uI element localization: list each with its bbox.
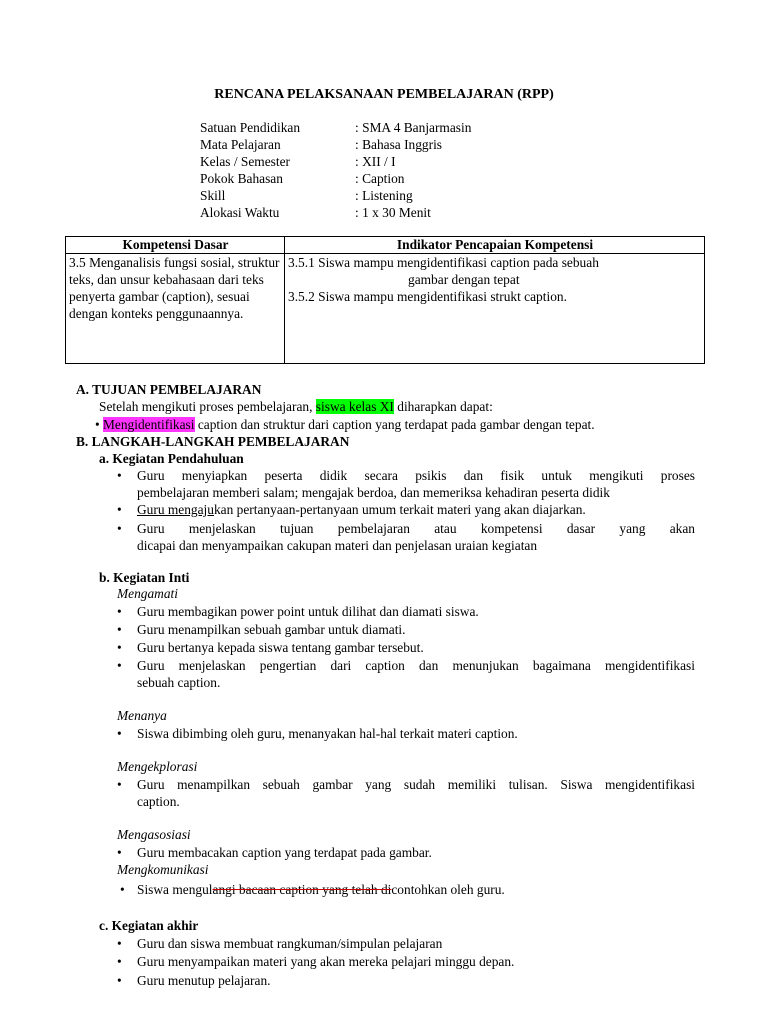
section-b-heading: B. LANGKAH-LANGKAH PEMBELAJARAN (76, 434, 350, 449)
section-a-heading: A. TUJUAN PEMBELAJARAN (76, 382, 262, 397)
kd-cell: 3.5 Menganalisis fungsi sosial, struktur teks, dan unsur kebahasaan dari teks penyerta gambar (caption), sesuai dengan konteks penggunaannya. (66, 254, 285, 364)
subsection-b-heading: b. Kegiatan Inti (99, 570, 190, 585)
list-item: Guru dan siswa membuat rangkuman/simpulan pelajaran (137, 936, 443, 951)
list-item-cont: dicapai dan menyampaikan cakupan materi dan penjelasan uraian kegiatan (137, 538, 538, 553)
list-item-cont: sebuah caption. (137, 675, 221, 690)
table-header-indicator: Indikator Pencapaian Kompetensi (285, 237, 705, 254)
phase-menanya: Menanya (117, 708, 167, 723)
subsection-c-heading: c. Kegiatan akhir (99, 918, 199, 933)
bullet: • (117, 973, 122, 988)
list-item-text: kan pertanyaan-pertanyaan umum terkait materi yang akan diajarkan. (213, 502, 586, 517)
identity-value: : SMA 4 Banjarmasin (355, 120, 472, 135)
intro-text: Setelah mengikuti proses pembelajaran, (99, 399, 316, 414)
bullet: • (120, 882, 125, 897)
identity-value: : Listening (355, 188, 413, 203)
list-item: Guru menutup pelajaran. (137, 973, 271, 988)
indicator-1-cont: gambar dengan tepat (408, 272, 520, 287)
bullet: • (117, 622, 122, 637)
subsection-a-heading: a. Kegiatan Pendahuluan (99, 451, 244, 466)
highlight-class: siswa kelas XI (315, 399, 394, 414)
list-item (137, 881, 695, 898)
list-item-text-end: contohkan oleh guru. (391, 882, 505, 897)
bullet: • (117, 521, 122, 536)
intro-text-end: diharapkan dapat: (393, 399, 493, 414)
identity-label: Alokasi Waktu (200, 205, 280, 220)
list-item-text: Siswa mengul (137, 882, 213, 897)
identity-value: : Caption (355, 171, 405, 186)
list-item: Siswa dibimbing oleh guru, menanyakan hal-hal terkait materi caption. (137, 726, 518, 741)
bullet: • (117, 468, 122, 483)
indicator-2: 3.5.2 Siswa mampu mengidentifikasi strukt caption. (288, 289, 567, 304)
table-header-kd: Kompetensi Dasar (66, 237, 285, 254)
struck-text: angi bacaan caption yang telah di (212, 882, 392, 897)
identity-label: Skill (200, 188, 226, 203)
indicator-1: 3.5.1 Siswa mampu mengidentifikasi caption pada sebuah (288, 255, 599, 270)
section-a-goal (103, 416, 595, 433)
bullet: • (117, 502, 122, 517)
identity-label: Kelas / Semester (200, 154, 290, 169)
list-item: Guru bertanya kepada siswa tentang gambar tersebut. (137, 640, 424, 655)
highlight-verb: Mengidentifikasi (103, 417, 195, 432)
list-item: Guru membacakan caption yang terdapat pada gambar. (137, 845, 432, 860)
bullet: • (117, 954, 122, 969)
list-item-cont: caption. (137, 794, 180, 809)
phase-mengkomunikasi: Mengkomunikasi (117, 862, 209, 877)
list-item: Guru menampilkan sebuah gambar untuk diamati. (137, 622, 406, 637)
phase-mengamati: Mengamati (117, 586, 178, 601)
underlined-text: Guru mengaju (137, 502, 214, 517)
bullet: • (117, 640, 122, 655)
bullet: • (117, 658, 122, 673)
list-item (137, 501, 695, 518)
competency-table (65, 236, 705, 364)
phase-mengeksplorasi: Mengekplorasi (117, 759, 198, 774)
bullet: • (117, 604, 122, 619)
bullet: • (117, 845, 122, 860)
list-item-cont: pembelajaran memberi salam; mengajak berdoa, dan memeriksa kehadiran peserta didik (137, 485, 610, 500)
bullet: • (117, 777, 122, 792)
identity-value: : 1 x 30 Menit (355, 205, 431, 220)
list-item: Guru menjelaskan tujuan pembelajaran atau kompetensi dasar yang akan (137, 521, 695, 536)
list-item: Guru menampilkan sebuah gambar yang sudah memiliki tulisan. Siswa mengidentifikasi (137, 777, 695, 792)
goal-text: caption dan struktur dari caption yang terdapat pada gambar dengan tepat. (194, 417, 595, 432)
list-item: Guru menjelaskan pengertian dari caption dan menunjukan bagaimana mengidentifikasi (137, 658, 695, 673)
list-item: Guru menyampaikan materi yang akan mereka pelajari minggu depan. (137, 954, 515, 969)
section-a-intro (99, 398, 493, 415)
identity-value: : Bahasa Inggris (355, 137, 443, 152)
list-item: Guru membagikan power point untuk dilihat dan diamati siswa. (137, 604, 479, 619)
identity-label: Pokok Bahasan (200, 171, 283, 186)
goal-bullet: • (95, 417, 100, 432)
list-item: Guru menyiapkan peserta didik secara psikis dan fisik untuk mengikuti proses (137, 468, 695, 483)
page-title: RENCANA PELAKSANAAN PEMBELAJARAN (RPP) (214, 87, 554, 102)
identity-label: Mata Pelajaran (200, 137, 281, 152)
identity-label: Satuan Pendidikan (200, 120, 301, 135)
identity-value: : XII / I (355, 154, 396, 169)
indicator-cell (285, 254, 705, 364)
bullet: • (117, 726, 122, 741)
phase-mengasosiasi: Mengasosiasi (117, 827, 191, 842)
bullet: • (117, 936, 122, 951)
